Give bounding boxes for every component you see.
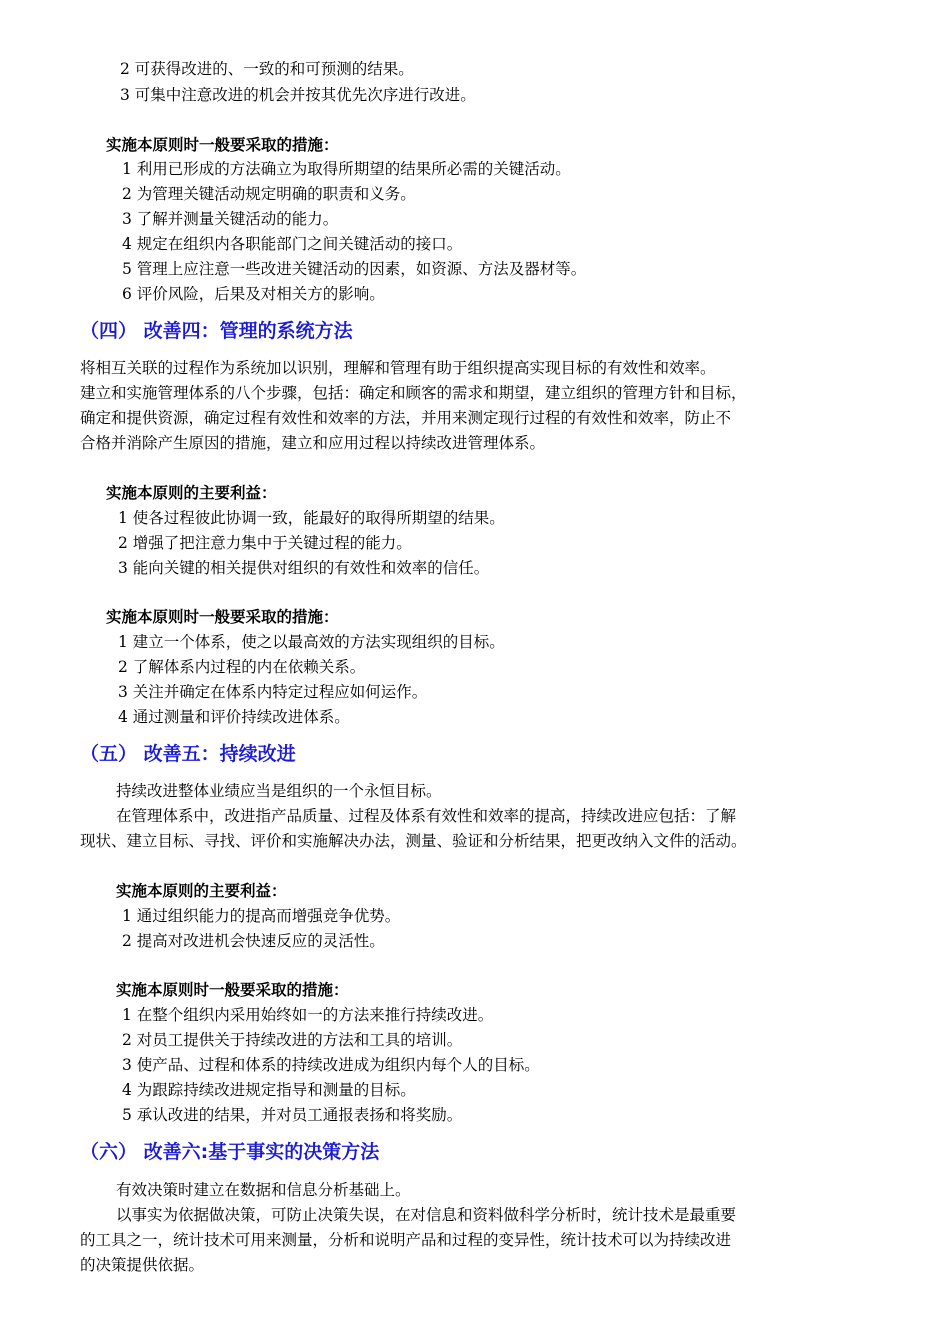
list-item: 3 了解并测量关键活动的能力。	[122, 210, 339, 228]
paragraph-line: 的工具之一，统计技术可用来测量，分析和说明产品和过程的变异性，统计技术可以为持续改进	[80, 1231, 732, 1249]
list-item: 6 评价风险，后果及对相关方的影响。	[122, 285, 385, 303]
measures-title: 实施本原则时一般要采取的措施：	[106, 608, 339, 626]
paragraph-line: 以事实为依据做决策，可防止决策失误，在对信息和资料做科学分析时，统计技术是最重要	[116, 1206, 737, 1224]
list-item: 1 通过组织能力的提高而增强竞争优势。	[122, 907, 401, 925]
section-heading: （六） 改善六:基于事实的决策方法	[80, 1141, 380, 1163]
list-item: 1 在整个组织内采用始终如一的方法来推行持续改进。	[122, 1006, 494, 1024]
section-heading: （四） 改善四：管理的系统方法	[80, 320, 353, 342]
paragraph-line: 持续改进整体业绩应当是组织的一个永恒目标。	[116, 782, 442, 800]
paragraph-line: 确定和提供资源，确定过程有效性和效率的方法，并用来测定现行过程的有效性和效率，防止不	[80, 409, 732, 427]
paragraph-line: 的决策提供依据。	[80, 1256, 205, 1274]
list-item: 1 建立一个体系，使之以最高效的方法实现组织的目标。	[118, 633, 505, 651]
list-item: 2 为管理关键活动规定明确的职责和义务。	[122, 185, 416, 203]
paragraph-line: 有效决策时建立在数据和信息分析基础上。	[116, 1181, 411, 1199]
list-item: 5 承认改进的结果，并对员工通报表扬和将奖励。	[122, 1106, 463, 1124]
list-item: 2 增强了把注意力集中于关键过程的能力。	[118, 534, 412, 552]
benefits-title: 实施本原则的主要利益：	[116, 882, 287, 900]
list-item: 4 通过测量和评价持续改进体系。	[118, 708, 350, 726]
paragraph	[80, 356, 890, 456]
list-item: 2 可获得改进的、一致的和可预测的结果。	[120, 60, 414, 78]
paragraph-line: 合格并消除产生原因的措施，建立和应用过程以持续改进管理体系。	[80, 434, 546, 452]
list-item: 1 使各过程彼此协调一致，能最好的取得所期望的结果。	[118, 509, 505, 527]
list-item: 5 管理上应注意一些改进关键活动的因素，如资源、方法及器材等。	[122, 260, 587, 278]
list-item: 4 为跟踪持续改进规定指导和测量的目标。	[122, 1081, 416, 1099]
paragraph-line: 建立和实施管理体系的八个步骤，包括：确定和顾客的需求和期望，建立组织的管理方针和目标，	[80, 384, 747, 402]
list-item: 3 能向关键的相关提供对组织的有效性和效率的信任。	[118, 559, 490, 577]
list-item: 2 提高对改进机会快速反应的灵活性。	[122, 932, 385, 950]
paragraph-line: 将相互关联的过程作为系统加以识别，理解和管理有助于组织提高实现目标的有效性和效率。	[80, 359, 716, 377]
list-item: 1 利用已形成的方法确立为取得所期望的结果所必需的关键活动。	[122, 160, 571, 178]
paragraph-line: 现状、建立目标、寻找、评价和实施解决办法，测量、验证和分析结果，把更改纳入文件的活动。	[80, 832, 747, 850]
paragraph-line: 在管理体系中，改进指产品质量、过程及体系有效性和效率的提高，持续改进应包括：了解	[116, 807, 737, 825]
list-item: 2 对员工提供关于持续改进的方法和工具的培训。	[122, 1031, 463, 1049]
benefits-title: 实施本原则的主要利益：	[106, 484, 277, 502]
measures-title: 实施本原则时一般要采取的措施：	[106, 136, 339, 154]
list-item: 2 了解体系内过程的内在依赖关系。	[118, 658, 366, 676]
list-item: 4 规定在组织内各职能部门之间关键活动的接口。	[122, 235, 463, 253]
list-item: 3 可集中注意改进的机会并按其优先次序进行改进。	[120, 86, 476, 104]
section-heading: （五） 改善五：持续改进	[80, 743, 296, 765]
list-item: 3 使产品、过程和体系的持续改进成为组织内每个人的目标。	[122, 1056, 540, 1074]
list-item: 3 关注并确定在体系内特定过程应如何运作。	[118, 683, 428, 701]
measures-title: 实施本原则时一般要采取的措施：	[116, 981, 349, 999]
